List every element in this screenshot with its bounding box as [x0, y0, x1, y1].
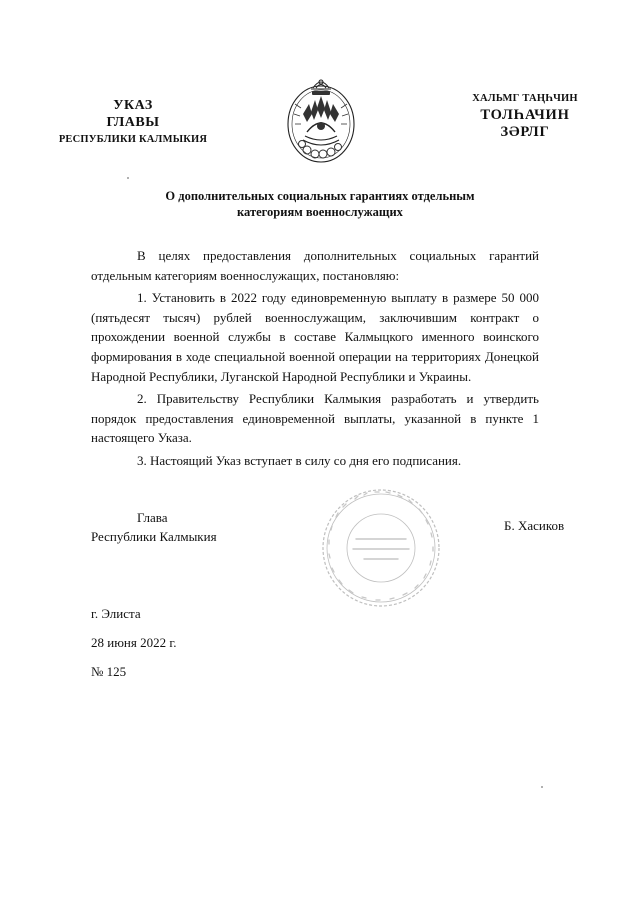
scan-speck [127, 177, 129, 179]
document-title [130, 188, 510, 220]
header-left-line2: ГЛАВЫ [106, 115, 160, 130]
header-left-line3: РЕСПУБЛИКИ КАЛМЫКИЯ [58, 134, 208, 145]
item-2-paragraph: 2. Правительству Республики Калмыкия разработать и утвердить порядок предоставления единовременной выплаты, указанной в пункте 1 настоящего Указа. [91, 391, 539, 446]
official-stamp [320, 487, 442, 609]
signatory-position [91, 508, 217, 546]
intro-paragraph: В целях предоставления дополнительных социальных гарантий отдельным категориям военнослужащих, постановляю: [91, 248, 539, 283]
signatory-position-line1: Глава [137, 510, 168, 525]
title-line1: О дополнительных социальных гарантиях отдельным [165, 189, 475, 203]
header-left [38, 97, 228, 148]
signatory-position-line2: Республики Калмыкия [91, 529, 217, 544]
header-right-line1: ХАЛЬМГ ТАҢҺЧИН [472, 93, 578, 104]
header-right [455, 90, 595, 141]
item-1-paragraph: 1. Установить в 2022 году единовременную выплату в размере 50 000 (пятьдесят тысяч) рублей военнослужащим, заключившим контракт о прохождении военной службы в составе Калмыцкого именного воинского формирования в ходе специальной военной операции на территориях Донецкой Народной Республики, Луганской Народной Республики и Украины. [91, 290, 539, 384]
scan-speck [541, 786, 543, 788]
signatory-name: Б. Хасиков [504, 518, 565, 533]
item-3-paragraph: 3. Настоящий Указ вступает в силу со дня его подписания. [137, 452, 462, 468]
decree-footer [91, 602, 176, 689]
header-left-line1: УКАЗ [113, 98, 153, 113]
header-right-line3: ЗӘРЛГ [500, 124, 550, 140]
decree-number: № 125 [91, 664, 127, 679]
decree-city: г. Элиста [91, 606, 141, 621]
header-right-line2: ТОЛҺАЧИН [480, 107, 570, 123]
title-line2: категориям военнослужащих [237, 205, 403, 219]
coat-of-arms-emblem [285, 74, 357, 166]
decree-body [91, 246, 539, 471]
decree-date: 28 июня 2022 г. [91, 635, 177, 650]
